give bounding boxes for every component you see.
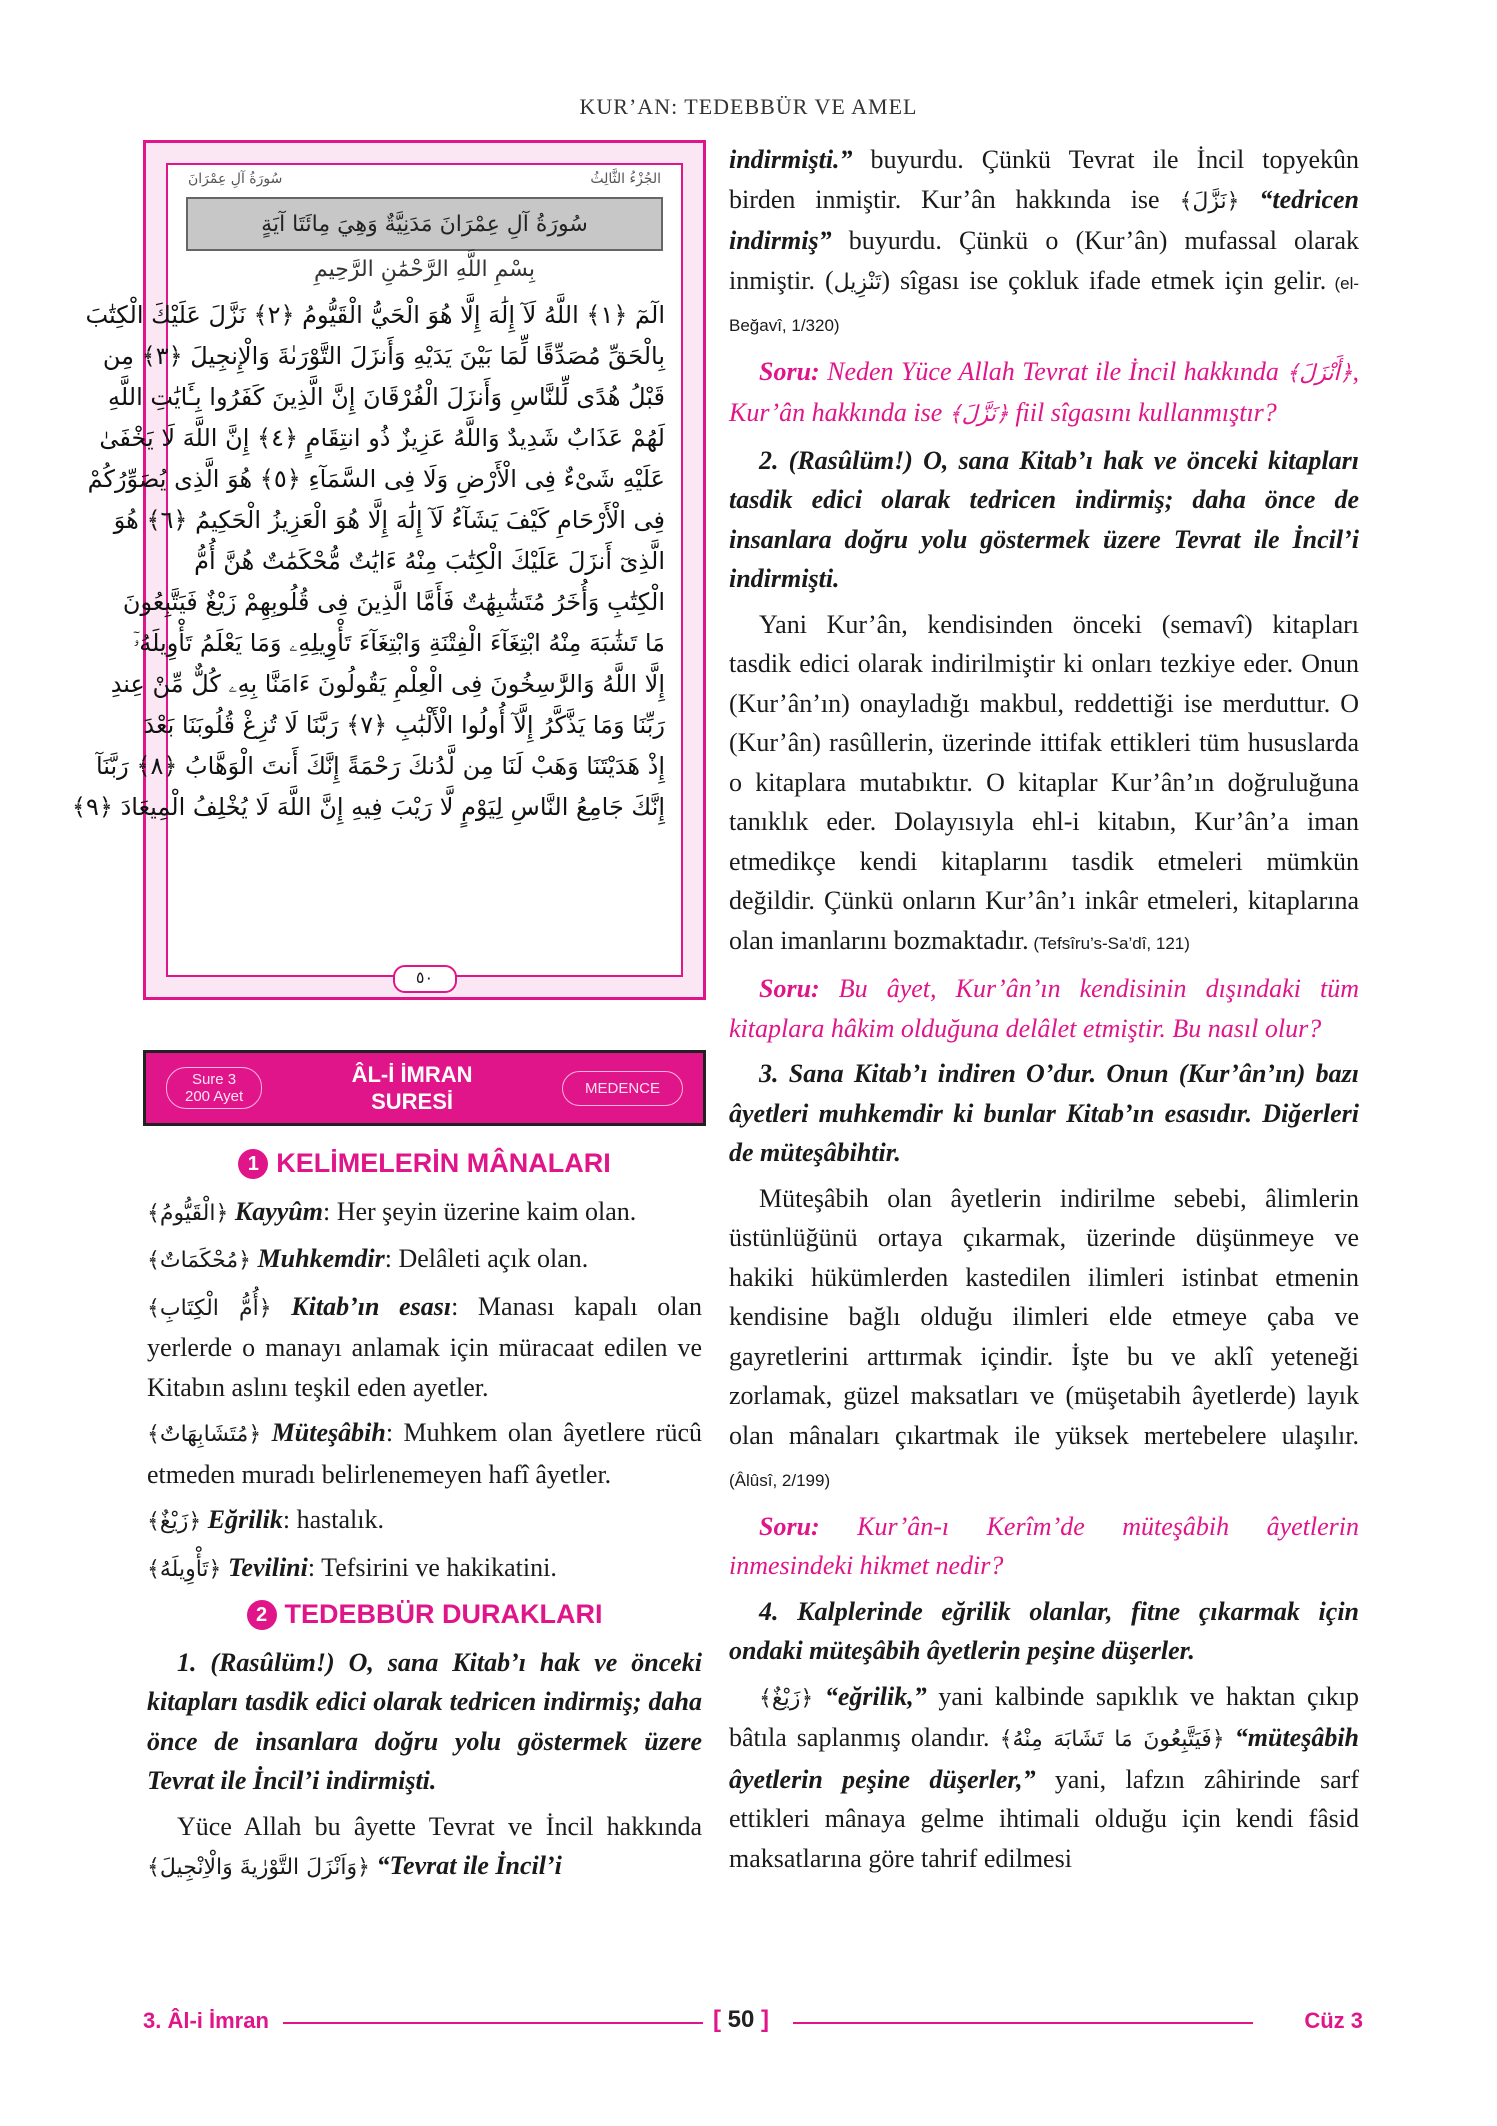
text: Kur’ân-ı Kerîm’de müteşâbih âyetlerin inmesindeki hikmet nedir? bbox=[729, 1511, 1359, 1580]
glossary-term: Kitab’ın esası bbox=[291, 1291, 452, 1321]
text: yani kalbinde sapıklık ve haktan çıkıp bâtıla saplanmış olandır. bbox=[729, 1681, 1359, 1752]
glossary-definition: : Muhkem olan âyetlere rücû etmeden muradı belirlenemeyen hafî âyetler. bbox=[147, 1418, 703, 1489]
mushaf-page bbox=[71, 140, 706, 1000]
mushaf-juz-label: الجُزْءُ الثَّالِثُ bbox=[590, 171, 661, 187]
mushaf-lines bbox=[71, 295, 665, 828]
arabic-word: ﴿أَنْزَلَ﴾ bbox=[1286, 360, 1353, 386]
source-citation: (Tefsîru’s-Sa’dî, 121) bbox=[1028, 933, 1190, 953]
sure-title bbox=[352, 1061, 473, 1115]
text: Bu âyet, Kur’ân’ın kendisinin dışındaki tüm kitaplara hâkim olduğuna delâlet etmiştir. Bu nasıl olur? bbox=[729, 974, 1359, 1043]
section-number-badge: 2 bbox=[247, 1600, 277, 1630]
mushaf-sura-label: سُورَةُ آلِ عِمْرَانَ bbox=[188, 171, 283, 187]
footer-page-number bbox=[713, 2006, 769, 2034]
arabic-word: ﴿نَزَّلَ﴾ bbox=[948, 402, 1009, 427]
footer-rule-left bbox=[283, 2022, 703, 2024]
verse-translation: 3. Sana Kitab’ı indiren O’dur. Onun (Kur’ân’ın) bazı âyetleri muhkemdir ki bunlar Kitab’ın esasıdır. Diğerleri de müteşâbihtir. bbox=[729, 1059, 1359, 1167]
page-number: 50 bbox=[727, 2006, 755, 2033]
sure-info-pill bbox=[166, 1067, 262, 1109]
text: Yüce Allah bu âyette Tevrat ve İncil hakkında bbox=[177, 1811, 702, 1841]
sure-number: Sure 3 bbox=[191, 1071, 237, 1088]
mushaf-line: رَبِّنَا وَمَا يَذَّكَّرُ إِلَّآ أُولُوا الْأَلْبَٰبِ ﴿٧﴾ رَبَّنَا لَا تُزِغْ قُلُوبَنَا بَعْدَ bbox=[143, 711, 665, 739]
right-column bbox=[729, 140, 1359, 1884]
mushaf-line: عَلَيْهِ شَىْءٌ فِى الْأَرْضِ وَلَا فِى السَّمَآءِ ﴿٥﴾ هُوَ الَّذِى يُصَوِّرُكُمْ bbox=[87, 465, 665, 493]
text: yani, lafzın zâhirinde sarf ettikleri mânaya gelme ihtimali olduğu için kendi fâsid maksatlarına göre tahrif edilmesi bbox=[729, 1764, 1359, 1873]
source-citation: (el-Beğavî, 1/320) bbox=[729, 273, 1360, 335]
glossary-entry bbox=[147, 1287, 702, 1408]
mushaf-sura-banner: سُورَةُ آلِ عِمْرَانَ مَدَنِيَّةٌ وَهِيَ مِائَتَا آيَةٍ bbox=[186, 197, 663, 251]
mushaf-page-number: ٥٠ bbox=[393, 965, 457, 993]
arabic-word: ﴿نَزَّلَ﴾ bbox=[1179, 188, 1240, 214]
mushaf-line: إِلَّا اللَّهُ وَالرَّٰسِخُونَ فِى الْعِلْمِ يَقُولُونَ ءَامَنَّا بِهِۦ كُلٌّ مِّنْ عِندِ bbox=[110, 670, 665, 698]
glossary-term: Eğrilik bbox=[207, 1505, 283, 1534]
footer-rule-right bbox=[793, 2022, 1253, 2024]
glossary-definition: : Tefsirini ve hakikatini. bbox=[307, 1552, 557, 1582]
arabic-word: ﴿زَيْغٌ﴾ bbox=[147, 1509, 202, 1534]
question-label: Soru: bbox=[759, 1511, 820, 1541]
text-emphasis: indirmişti.” bbox=[729, 145, 853, 174]
text-emphasis: “Tevrat ile İncil’i bbox=[370, 1851, 562, 1880]
mushaf-line: قَبْلُ هُدًى لِّلنَّاسِ وَأَنزَلَ الْفُرْقَانَ إِنَّ الَّذِينَ كَفَرُوا بِـَٔايَٰتِ اللَّهِ bbox=[107, 383, 665, 411]
section-title-text: KELİMELERİN MÂNALARI bbox=[276, 1148, 611, 1178]
left-column bbox=[147, 1140, 702, 1894]
arabic-word: ﴿زَيْغٌ﴾ bbox=[759, 1685, 814, 1711]
bracket-close: ] bbox=[754, 2006, 770, 2033]
glossary-entry bbox=[147, 1192, 702, 1234]
arabic-word: ﴿أُمُّ الْكِتَابِ﴾ bbox=[147, 1295, 272, 1321]
text: fiil sîgasını kullanmıştır? bbox=[1008, 398, 1277, 427]
text: , Kur’ân hakkında ise bbox=[729, 356, 1359, 427]
mushaf-line: مَا تَشَٰبَهَ مِنْهُ ابْتِغَآءَ الْفِتْنَةِ وَابْتِغَآءَ تَأْوِيلِهِۦ وَمَا يَعْلَمُ تَأْوِيلَهُۥٓ bbox=[133, 629, 665, 657]
glossary-definition: : hastalık. bbox=[282, 1505, 384, 1534]
question-label: Soru: bbox=[759, 974, 820, 1003]
arabic-phrase: ﴿فَيَتَّبِعُونَ مَا تَشَابَهَ مِنْهُ﴾ bbox=[999, 1727, 1225, 1752]
glossary-entry bbox=[147, 1500, 702, 1542]
glossary-entry bbox=[147, 1239, 702, 1281]
arabic-phrase: ﴿وَاَنْزَلَ التَّوْرٰيةَ وَالْاِنْجِيلَ﴾ bbox=[147, 1855, 371, 1880]
text: Yani Kur’ân, kendisinden önceki (semavî) kitapları tasdik edici olarak indirilmiştir ki onları tezkiye eder. Onun (Kur’ân’ın) onayladığı makbul, reddettiği ise merduttur. O (Kur’ân) rasûllerin, üzerinde ittifak ettikleri tüm hususlarda o kitaplara mutabıktır. O kitaplar Kur’ân’ın doğruluğuna tanıklık eder. Dolayısıyla ehl-i kitabın, Kur’ân’a iman etmedikçe kendi kitaplarını tasdik etmeleri mümkün değildir. Çünkü onların Kur’ân’ı inkâr etmeleri, kitaplarına olan imanlarını bozmaktadır. bbox=[729, 609, 1359, 955]
text: ) sîgası ise çokluk ifade etmek için gelir. bbox=[881, 265, 1327, 295]
mushaf-line: الٓمٓ ﴿١﴾ اللَّهُ لَآ إِلَٰهَ إِلَّا هُوَ الْحَيُّ الْقَيُّومُ ﴿٢﴾ نَزَّلَ عَلَيْكَ الْكِتَٰبَ bbox=[85, 301, 665, 329]
glossary-term: Kayyûm bbox=[234, 1196, 323, 1226]
mushaf-top-labels bbox=[188, 171, 661, 187]
arabic-word: ﴿مُحْكَمَاتٌ﴾ bbox=[147, 1248, 252, 1273]
bracket-open: [ bbox=[713, 2006, 728, 2033]
glossary-entry bbox=[147, 1413, 702, 1494]
section-number-badge: 1 bbox=[238, 1149, 268, 1179]
running-header: KUR’AN: TEDEBBÜR VE AMEL bbox=[579, 94, 918, 119]
verse-translation: 1. (Rasûlüm!) O, sana Kitab’ı hak ve önceki kitapları tasdik edici olarak tedricen indirmiş; daha önce de insanlara doğru yolu göstermek üzere Tevrat ile İncil’i indirmişti. bbox=[147, 1647, 702, 1795]
text-emphasis: “tedricen indirmiş” bbox=[729, 184, 1359, 255]
glossary-definition: : Delâleti açık olan. bbox=[384, 1244, 589, 1273]
text-emphasis: “eğrilik,” bbox=[813, 1681, 927, 1711]
mushaf-line: لَهُمْ عَذَابٌ شَدِيدٌ وَاللَّهُ عَزِيزٌ ذُو انتِقَامٍ ﴿٤﴾ إِنَّ اللَّهَ لَا يَخْفَىٰ bbox=[99, 424, 665, 452]
section-title-text: TEDEBBÜR DURAKLARI bbox=[284, 1599, 603, 1629]
sure-title-line2: SURESİ bbox=[371, 1089, 454, 1114]
question bbox=[729, 1507, 1359, 1586]
mushaf-line: فِى الْأَرْحَامِ كَيْفَ يَشَآءُ لَآ إِلَٰهَ إِلَّا هُوَ الْعَزِيزُ الْحَكِيمُ ﴿٦﴾ هُوَ bbox=[113, 506, 665, 534]
glossary-definition: : Manası kapalı olan yerlerde o manayı anlamak için müracaat edilen ve Kitabın aslını teşkil eden ayetler. bbox=[147, 1291, 703, 1402]
sure-title-line1: ÂL-İ İMRAN bbox=[351, 1062, 473, 1087]
text: buyurdu. Çünkü Tevrat ile İncil topyekûn birden inmiştir. Kur’ân hakkında ise bbox=[729, 145, 1359, 214]
mushaf-line: الْكِتَٰبِ وَأُخَرُ مُتَشَٰبِهَٰتٌ فَأَمَّا الَّذِينَ فِى قُلُوبِهِمْ زَيْغٌ فَيَتَّبِعُونَ bbox=[122, 588, 665, 616]
glossary-definition: : Her şeyin üzerine kaim olan. bbox=[322, 1196, 637, 1226]
arabic-word: تَنْزِيل bbox=[833, 269, 882, 295]
commentary-paragraph bbox=[729, 1677, 1359, 1879]
mushaf-line: إِذْ هَدَيْتَنَا وَهَبْ لَنَا مِن لَّدُنكَ رَحْمَةً إِنَّكَ أَنتَ الْوَهَّابُ ﴿٨﴾ رَبَّنَآ bbox=[95, 752, 665, 780]
text: Müteşâbih olan âyetlerin indirilme sebebi, âlimlerin üstünlüğünü ortaya çıkarmak, üzerinde düşünmeye ve hakiki hükümlerden kastedilen ilimleri istinbat etmenin kendisine bağlı olduğu ilimleri elde etmeye çaba ve gayretlerini arttırmak içindir. İşte bu ve aklî yeteneği zorlamak, güzel maksatları ve (müşetabih âyetlerde) layık olan mânaları çıkartmak ile yüksek mertebelere ulaşılır. bbox=[729, 1183, 1359, 1450]
question bbox=[729, 969, 1359, 1048]
question-label: Soru: bbox=[759, 356, 820, 386]
section-title-kelimeler bbox=[147, 1144, 702, 1184]
sure-banner bbox=[143, 1050, 706, 1126]
verse-translation: 4. Kalplerinde eğrilik olanlar, fitne çıkarmak için ondaki müteşâbih âyetlerin peşine düşerler. bbox=[729, 1596, 1359, 1665]
ayet-count: 200 Ayet bbox=[185, 1088, 244, 1105]
source-citation: (Âlûsî, 2/199) bbox=[729, 1471, 831, 1490]
mushaf-line: إِنَّكَ جَامِعُ النَّاسِ لِيَوْمٍ لَّا رَيْبَ فِيهِ إِنَّ اللَّهَ لَا يُخْلِفُ الْمِيعَادَ ﴿٩﴾ bbox=[71, 793, 665, 821]
glossary-term: Tevilini bbox=[227, 1552, 308, 1582]
glossary-term: Müteşâbih bbox=[271, 1418, 386, 1447]
text: Neden Yüce Allah Tevrat ile İncil hakkında bbox=[819, 356, 1287, 386]
mushaf-line: بِالْحَقِّ مُصَدِّقًا لِّمَا بَيْنَ يَدَيْهِ وَأَنزَلَ التَّوْرَىٰةَ وَالْإِنجِيلَ ﴿٣﴾ مِن bbox=[102, 342, 665, 370]
commentary-paragraph bbox=[729, 140, 1359, 346]
arabic-word: ﴿تَأْوِيلَهُ﴾ bbox=[147, 1556, 222, 1582]
footer-juz: Cüz 3 bbox=[1304, 2008, 1363, 2033]
commentary-paragraph bbox=[147, 1807, 702, 1888]
arabic-word: ﴿الْقَيُّومُ﴾ bbox=[147, 1200, 229, 1226]
mushaf-bismillah: بِسْمِ اللَّهِ الرَّحْمَٰنِ الرَّحِيمِ bbox=[313, 257, 536, 282]
footer-sura-name: 3. Âl-i İmran bbox=[143, 2008, 269, 2033]
commentary-paragraph bbox=[729, 605, 1359, 964]
mushaf-inner-frame bbox=[71, 163, 683, 977]
mushaf-line: الَّذِىٓ أَنزَلَ عَلَيْكَ الْكِتَٰبَ مِنْهُ ءَايَٰتٌ مُّحْكَمَٰتٌ هُنَّ أُمُّ bbox=[194, 547, 665, 575]
commentary-paragraph bbox=[729, 1179, 1359, 1501]
section-title-tedebbur bbox=[147, 1595, 702, 1635]
text: buyurdu. Çünkü o (Kur’ân) mufassal olarak inmiştir. ( bbox=[729, 226, 1359, 295]
question bbox=[729, 352, 1359, 435]
verse-translation: 2. (Rasûlüm!) O, sana Kitab’ı hak ve önceki kitapları tasdik edici olarak tedricen indirmiş; daha önce de insanlara doğru yolu göstermek üzere Tevrat ile İncil’i indirmişti. bbox=[729, 445, 1359, 593]
glossary-term: Muhkemdir bbox=[257, 1244, 385, 1273]
text-emphasis: “müteşâbih âyetlerin peşine düşerler,” bbox=[729, 1723, 1360, 1794]
arabic-word: ﴿مُتَشَابِهَاتٌ﴾ bbox=[147, 1422, 262, 1447]
page-footer bbox=[143, 2008, 1363, 2042]
glossary-entry bbox=[147, 1548, 702, 1590]
revelation-place-pill: MEDENCE bbox=[562, 1071, 683, 1106]
